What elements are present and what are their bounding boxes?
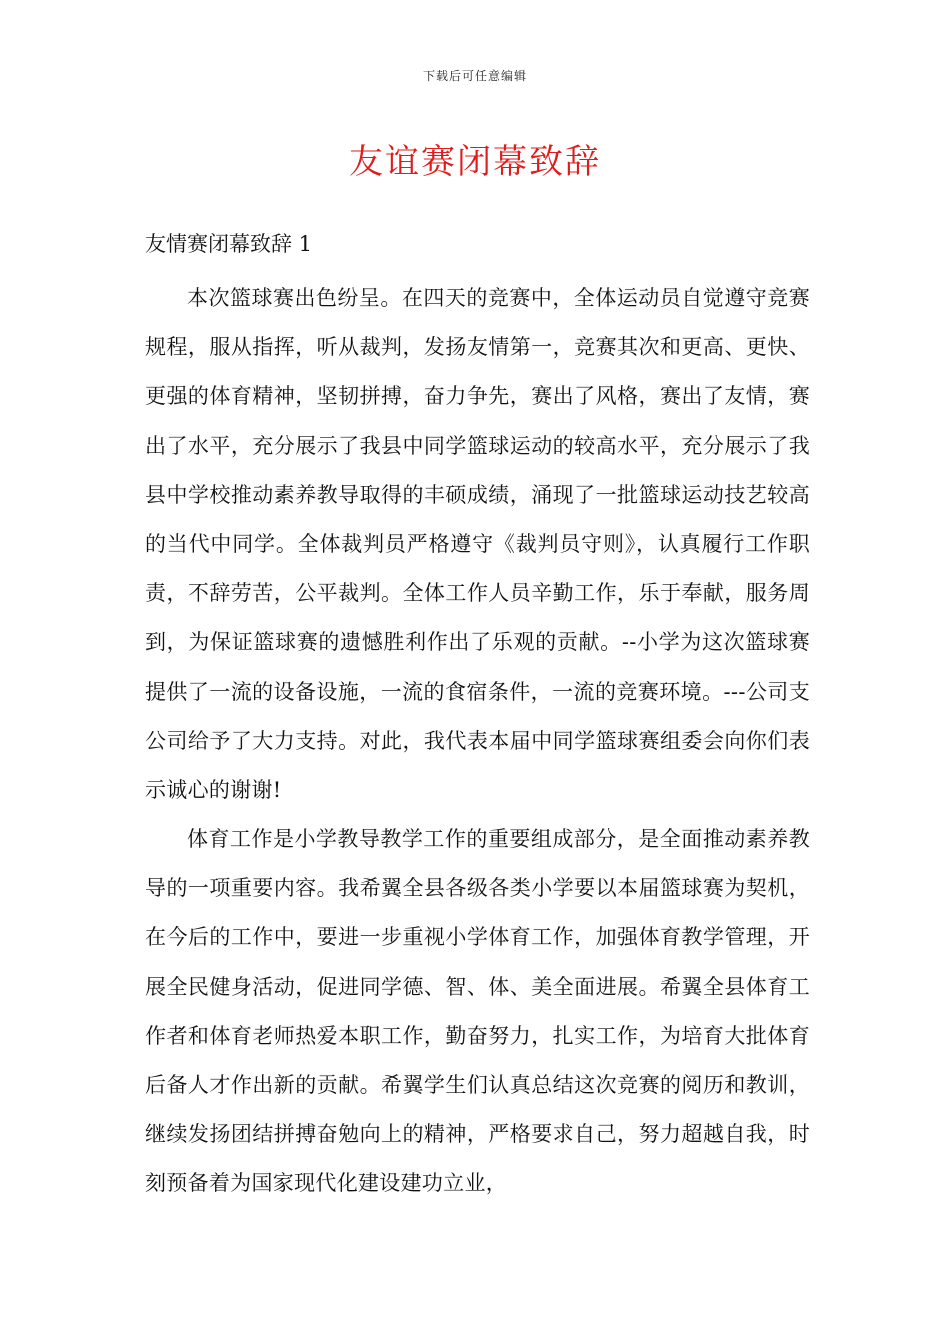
document-title: 友谊赛闭幕致辞 [349,142,601,182]
body-paragraph-1: 本次篮球赛出色纷呈。在四天的竞赛中，全体运动员自觉遵守竞赛规程，服从指挥，听从裁判，发扬友情第一，竞赛其次和更高、更快、更强的体育精神，坚韧拼搏，奋力争先，赛出了风格，赛出了友情，赛出了水平，充分展示了我县中同学篮球运动的较高水平，充分展示了我县中学校推动素养教导取得的丰硕成绩，涌现了一批篮球运动技艺较高的当代中同学。全体裁判员严格遵守《裁判员守则》，认真履行工作职责，不辞劳苦，公平裁判。全体工作人员辛勤工作，乐于奉献，服务周到，为保证篮球赛的遗憾胜利作出了乐观的贡献。--小学为这次篮球赛提供了一流的设备设施，一流的食宿条件，一流的竞赛环境。---公司支公司给予了大力支持。对此，我代表本届中同学篮球赛组委会向你们表示诚心的谢谢! [145,286,810,803]
body-paragraph-2: 体育工作是小学教导教学工作的重要组成部分，是全面推动素养教导的一项重要内容。我希翼全县各级各类小学要以本届篮球赛为契机，在今后的工作中，要进一步重视小学体育工作，加强体育教学管理，开展全民健身活动，促进同学德、智、体、美全面进展。希翼全县体育工作者和体育老师热爱本职工作，勤奋努力，扎实工作，为培育大批体育后备人才作出新的贡献。希翼学生们认真总结这次竞赛的阅历和教训，继续发扬团结拼搏奋勉向上的精神，严格要求自己，努力超越自我，时刻预备着为国家现代化建设建功立业， [145,827,810,1196]
section-heading: 友情赛闭幕致辞 1 [145,232,313,256]
header-note: 下载后可任意编辑 [422,69,527,83]
